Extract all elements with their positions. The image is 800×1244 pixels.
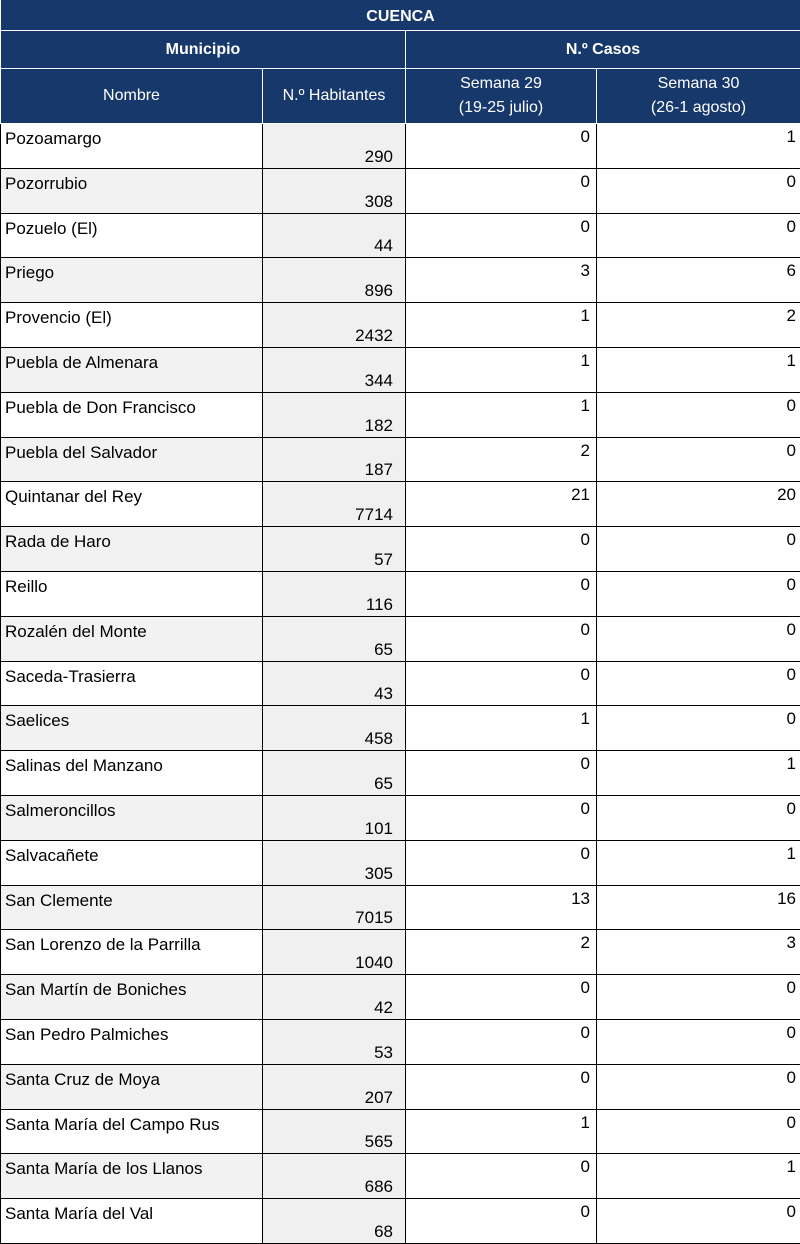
table-row: [1, 1064, 800, 1109]
semana30-cases-cell: 1: [597, 751, 800, 796]
municipio-name-cell: Pozorrubio: [1, 168, 263, 213]
habitantes-cell: 1040: [263, 930, 406, 975]
table-row: [1, 840, 800, 885]
municipio-name-cell: Santa María del Campo Rus: [1, 1109, 263, 1154]
habitantes-cell: 65: [263, 616, 406, 661]
col-header-habitantes: N.º Habitantes: [263, 69, 406, 124]
municipio-name-cell: Priego: [1, 258, 263, 303]
habitantes-cell: 57: [263, 527, 406, 572]
table-row: [1, 616, 800, 661]
table-row: [1, 168, 800, 213]
semana30-cases-cell: 1: [597, 124, 800, 169]
table-row: [1, 482, 800, 527]
habitantes-cell: 44: [263, 213, 406, 258]
semana29-cases-cell: 1: [406, 1109, 597, 1154]
habitantes-cell: 458: [263, 706, 406, 751]
semana30-cases-cell: 3: [597, 930, 800, 975]
municipio-name-cell: Reillo: [1, 571, 263, 616]
semana29-cases-cell: 1: [406, 706, 597, 751]
municipio-name-cell: Puebla de Almenara: [1, 347, 263, 392]
table-row: [1, 392, 800, 437]
habitantes-cell: 42: [263, 975, 406, 1020]
semana29-label: Semana 29: [460, 75, 542, 92]
semana29-cases-cell: 0: [406, 124, 597, 169]
table-body: [1, 124, 800, 1244]
habitantes-cell: 53: [263, 1019, 406, 1064]
semana29-cases-cell: 0: [406, 168, 597, 213]
table-row: [1, 706, 800, 751]
semana29-cases-cell: 3: [406, 258, 597, 303]
municipio-name-cell: San Lorenzo de la Parrilla: [1, 930, 263, 975]
habitantes-cell: 101: [263, 795, 406, 840]
habitantes-cell: 565: [263, 1109, 406, 1154]
semana29-cases-cell: 0: [406, 661, 597, 706]
municipio-name-cell: Puebla de Don Francisco: [1, 392, 263, 437]
semana29-cases-cell: 0: [406, 1019, 597, 1064]
habitantes-cell: 305: [263, 840, 406, 885]
semana30-cases-cell: 0: [597, 795, 800, 840]
habitantes-cell: 344: [263, 347, 406, 392]
municipio-name-cell: Salmeroncillos: [1, 795, 263, 840]
semana29-cases-cell: 0: [406, 975, 597, 1020]
semana30-cases-cell: 1: [597, 840, 800, 885]
semana30-cases-cell: 0: [597, 392, 800, 437]
semana29-cases-cell: 0: [406, 616, 597, 661]
semana29-cases-cell: 0: [406, 1064, 597, 1109]
municipio-name-cell: Santa María del Val: [1, 1199, 263, 1244]
semana30-cases-cell: 0: [597, 616, 800, 661]
habitantes-cell: 43: [263, 661, 406, 706]
table-row: [1, 258, 800, 303]
semana30-cases-cell: 1: [597, 1154, 800, 1199]
semana29-cases-cell: 0: [406, 795, 597, 840]
table-row: [1, 795, 800, 840]
semana30-cases-cell: 0: [597, 1064, 800, 1109]
municipio-name-cell: Santa Cruz de Moya: [1, 1064, 263, 1109]
municipio-name-cell: Salvacañete: [1, 840, 263, 885]
table-row: [1, 1199, 800, 1244]
habitantes-cell: 2432: [263, 303, 406, 348]
municipio-name-cell: Rada de Haro: [1, 527, 263, 572]
semana29-cases-cell: 2: [406, 930, 597, 975]
semana30-cases-cell: 0: [597, 661, 800, 706]
municipio-name-cell: San Pedro Palmiches: [1, 1019, 263, 1064]
semana29-cases-cell: 0: [406, 527, 597, 572]
col-header-nombre: Nombre: [1, 69, 263, 124]
municipio-name-cell: Santa María de los Llanos: [1, 1154, 263, 1199]
semana29-cases-cell: 0: [406, 751, 597, 796]
habitantes-cell: 187: [263, 437, 406, 482]
semana29-cases-cell: 0: [406, 213, 597, 258]
semana30-cases-cell: 0: [597, 437, 800, 482]
municipio-name-cell: Puebla del Salvador: [1, 437, 263, 482]
table-row: [1, 751, 800, 796]
municipio-name-cell: San Martín de Boniches: [1, 975, 263, 1020]
municipio-name-cell: Salinas del Manzano: [1, 751, 263, 796]
table-row: [1, 527, 800, 572]
semana30-cases-cell: 0: [597, 527, 800, 572]
table-row: [1, 661, 800, 706]
table-row: [1, 437, 800, 482]
municipio-name-cell: Provencio (El): [1, 303, 263, 348]
semana30-cases-cell: 2: [597, 303, 800, 348]
semana30-cases-cell: 0: [597, 1199, 800, 1244]
col-header-semana29: [406, 69, 597, 124]
semana29-cases-cell: 1: [406, 347, 597, 392]
semana29-cases-cell: 0: [406, 840, 597, 885]
semana30-cases-cell: 0: [597, 213, 800, 258]
group-header-row: [1, 31, 800, 69]
habitantes-cell: 308: [263, 168, 406, 213]
habitantes-cell: 65: [263, 751, 406, 796]
habitantes-cell: 7015: [263, 885, 406, 930]
municipio-name-cell: San Clemente: [1, 885, 263, 930]
semana30-cases-cell: 0: [597, 1109, 800, 1154]
semana30-cases-cell: 0: [597, 975, 800, 1020]
semana30-cases-cell: 20: [597, 482, 800, 527]
table-row: [1, 885, 800, 930]
semana29-cases-cell: 21: [406, 482, 597, 527]
habitantes-cell: 7714: [263, 482, 406, 527]
semana30-dates: (26-1 agosto): [651, 99, 746, 116]
table-row: [1, 1154, 800, 1199]
province-title-row: [1, 0, 800, 31]
municipio-name-cell: Rozalén del Monte: [1, 616, 263, 661]
semana30-cases-cell: 1: [597, 347, 800, 392]
habitantes-cell: 207: [263, 1064, 406, 1109]
municipio-name-cell: Saelices: [1, 706, 263, 751]
municipio-group-header: Municipio: [1, 31, 406, 69]
semana30-label: Semana 30: [658, 75, 740, 92]
semana29-cases-cell: 1: [406, 392, 597, 437]
municipio-name-cell: Saceda-Trasierra: [1, 661, 263, 706]
semana29-cases-cell: 1: [406, 303, 597, 348]
column-header-row: [1, 69, 800, 124]
casos-group-header: N.º Casos: [406, 31, 800, 69]
municipio-name-cell: Pozuelo (El): [1, 213, 263, 258]
semana29-cases-cell: 0: [406, 1199, 597, 1244]
semana30-cases-cell: 0: [597, 1019, 800, 1064]
semana30-cases-cell: 16: [597, 885, 800, 930]
table-row: [1, 124, 800, 169]
col-header-semana30: [597, 69, 800, 124]
table-row: [1, 930, 800, 975]
table-row: [1, 571, 800, 616]
table-row: [1, 1109, 800, 1154]
semana29-cases-cell: 0: [406, 1154, 597, 1199]
table-header: [1, 0, 800, 124]
habitantes-cell: 896: [263, 258, 406, 303]
province-title: CUENCA: [1, 0, 800, 31]
semana30-cases-cell: 0: [597, 168, 800, 213]
habitantes-cell: 68: [263, 1199, 406, 1244]
semana29-cases-cell: 13: [406, 885, 597, 930]
habitantes-cell: 182: [263, 392, 406, 437]
table-row: [1, 1019, 800, 1064]
municipio-name-cell: Pozoamargo: [1, 124, 263, 169]
semana29-cases-cell: 2: [406, 437, 597, 482]
semana30-cases-cell: 6: [597, 258, 800, 303]
table-row: [1, 303, 800, 348]
semana30-cases-cell: 0: [597, 571, 800, 616]
habitantes-cell: 116: [263, 571, 406, 616]
table-row: [1, 975, 800, 1020]
habitantes-cell: 290: [263, 124, 406, 169]
habitantes-cell: 686: [263, 1154, 406, 1199]
semana29-cases-cell: 0: [406, 571, 597, 616]
municipio-name-cell: Quintanar del Rey: [1, 482, 263, 527]
semana30-cases-cell: 0: [597, 706, 800, 751]
table-row: [1, 213, 800, 258]
semana29-dates: (19-25 julio): [459, 99, 543, 116]
table-row: [1, 347, 800, 392]
